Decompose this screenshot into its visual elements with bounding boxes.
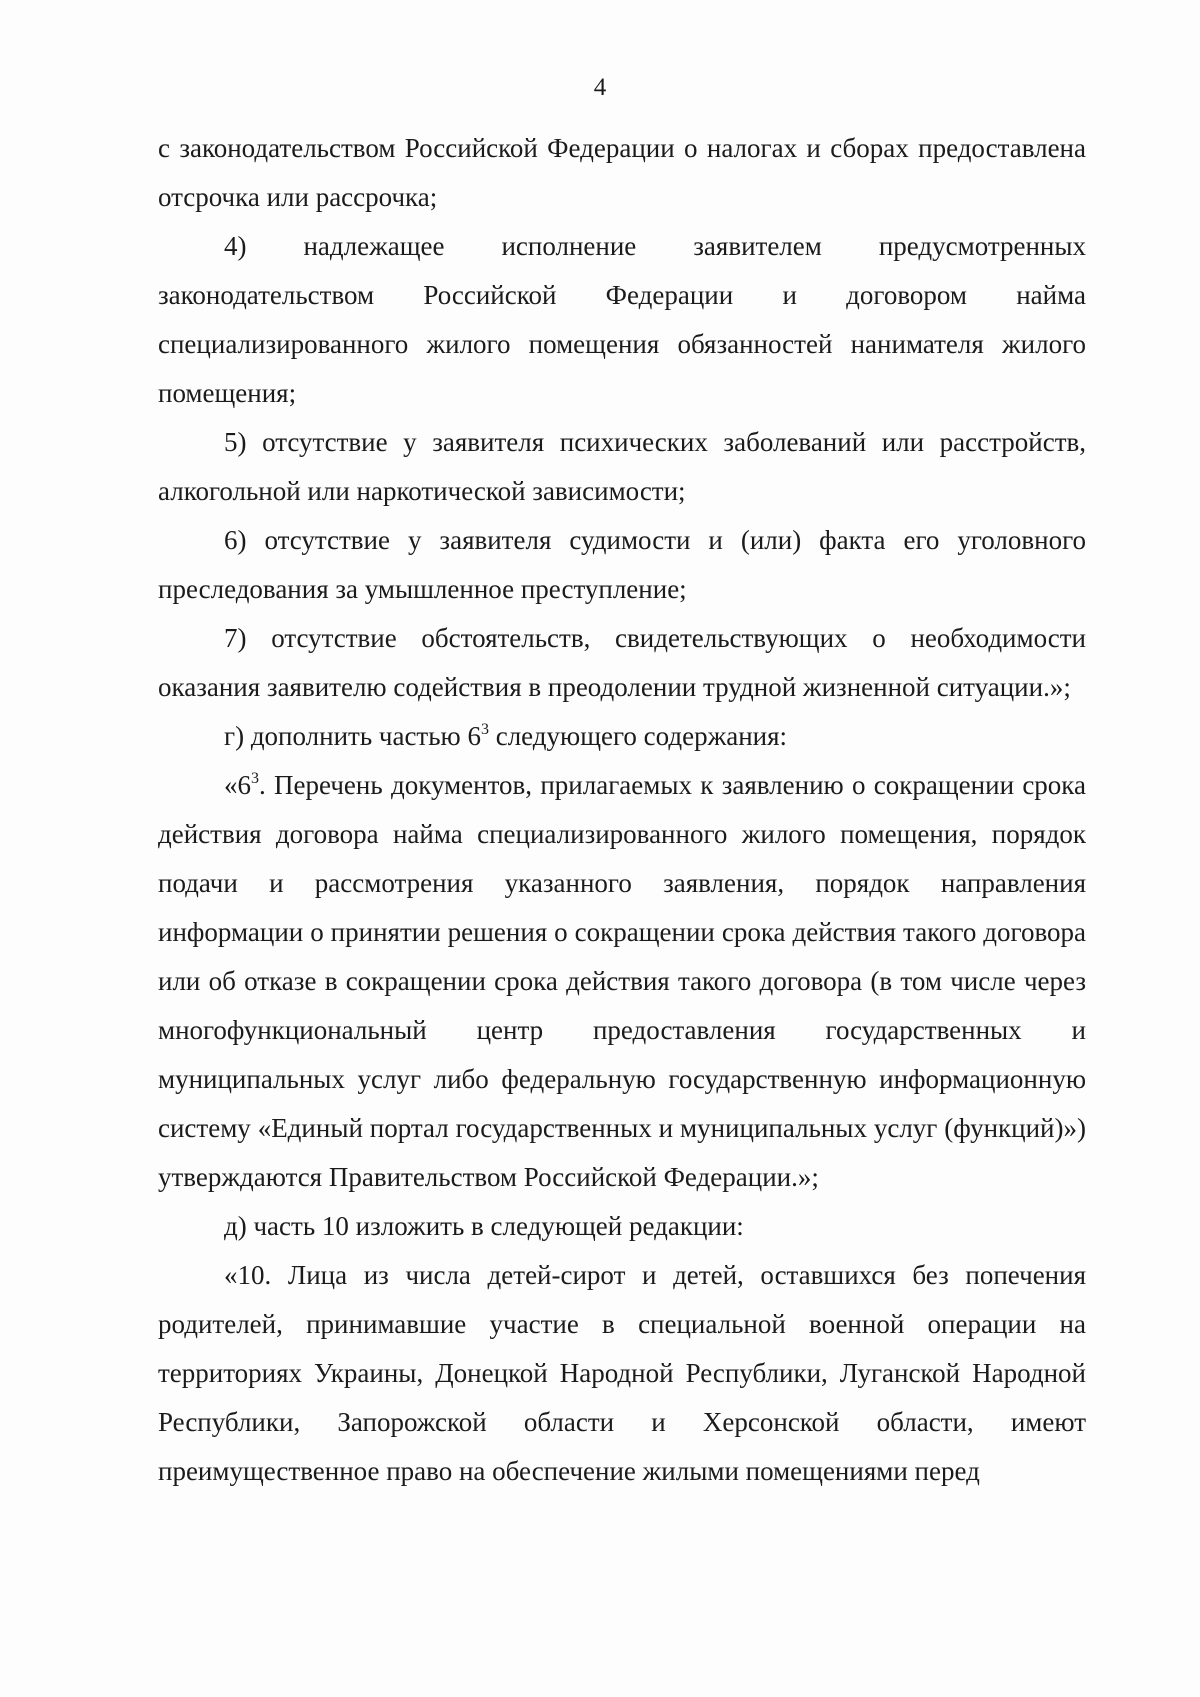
paragraph-item-g-text: г) дополнить частью 6 (224, 721, 481, 751)
paragraph-item-g (158, 712, 1086, 761)
paragraph-part-6-3 (158, 761, 1086, 1202)
superscript-index: 3 (480, 721, 489, 738)
paragraph-item-d: д) часть 10 изложить в следующей редакции: (224, 1211, 744, 1241)
paragraph-item-4: 4) надлежащее исполнение заявителем предусмотренных законодательством Российской Федерации и договором найма специализированного жилого помещения обязанностей нанимателя жилого помещения; (158, 231, 1086, 408)
paragraph-item-g-tail: следующего содержания: (488, 721, 788, 751)
paragraph-part-6-3-lead: «6 (224, 770, 251, 800)
paragraph-item-5: 5) отсутствие у заявителя психических заболеваний или расстройств, алкогольной или наркотической зависимости; (158, 427, 1086, 506)
superscript-index: 3 (251, 770, 259, 787)
paragraph-item-7: 7) отсутствие обстоятельств, свидетельствующих о необходимости оказания заявителю содействия в преодолении трудной жизненной ситуации.»; (158, 623, 1086, 702)
paragraph-part-6-3-text: . Перечень документов, прилагаемых к заявлению о сокращении срока действия договора найма специализированного жилого помещения, порядок подачи и рассмотрения указанного заявления, порядок направления информации о принятии решения о сокращении срока действия такого договора или об отказе в сокращении срока действия такого договора (в том числе через многофункциональный центр предоставления государственных и муниципальных услуг либо федеральную государственную информационную систему «Единый портал государственных и муниципальных услуг (функций)») утверждаются Правительством Российской Федерации.»; (158, 770, 1086, 1192)
paragraph-item-6: 6) отсутствие у заявителя судимости и (или) факта его уголовного преследования за умышленное преступление; (158, 525, 1086, 604)
page-number: 4 (593, 74, 607, 101)
paragraph-part-10: «10. Лица из числа детей-сирот и детей, оставшихся без попечения родителей, принимавшие участие в специальной военной операции на территориях Украины, Донецкой Народной Республики, Луганской Народной Республики, Запорожской области и Херсонской области, имеют преимущественное право на обеспечение жилыми помещениями перед (158, 1260, 1086, 1486)
document-body (158, 124, 1086, 1496)
paragraph-continuation: с законодательством Российской Федерации о налогах и сборах предоставлена отсрочка или рассрочка; (158, 133, 1086, 212)
